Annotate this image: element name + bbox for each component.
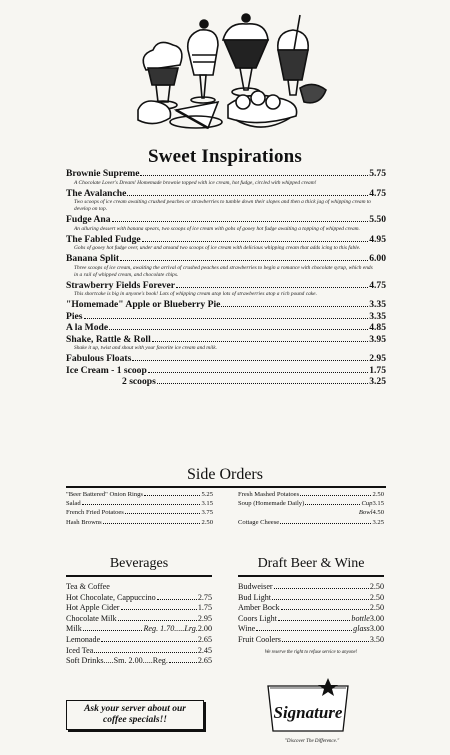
item-name: Budweiser	[238, 582, 273, 591]
menu-item	[66, 299, 386, 311]
dot-leader	[280, 523, 371, 524]
item-size: Cup	[361, 500, 373, 508]
menu-item	[66, 311, 386, 323]
list-row	[66, 593, 212, 604]
dot-leader	[118, 620, 197, 621]
menu-item-price: 1.75	[369, 364, 386, 376]
dot-leader	[152, 341, 368, 342]
dot-leader	[101, 641, 197, 642]
list-row	[238, 490, 384, 499]
menu-item-description: Two scoops of ice cream awaiting crushed peaches or strawberries to tumble down their slopes and then a thick jag of whipping cream to develop on top.	[74, 199, 372, 212]
side-orders-title: Side Orders	[187, 466, 263, 483]
item-name: Hot Chocolate, Cappuccino	[66, 592, 156, 602]
beverages-list	[66, 582, 212, 667]
dot-leader	[109, 329, 368, 330]
item-price: 3.50	[369, 634, 384, 644]
side-orders-rule	[66, 486, 386, 488]
list-row	[66, 490, 213, 499]
menu-item-row	[66, 253, 386, 265]
menu-item-row	[66, 322, 386, 334]
list-row	[66, 635, 212, 646]
item-price: 3.15	[372, 500, 384, 508]
item-price: 2.50	[372, 491, 384, 498]
menu-item-name: 2 scoops	[122, 376, 156, 387]
menu-item-name: The Fabled Fudge	[66, 233, 141, 245]
menu-item-description: An alluring dessert with banana spears, two scoops of ice cream with gobs of gooey hot fudge awaiting a topping of whipped cream.	[74, 225, 360, 232]
list-row	[238, 518, 384, 527]
menu-item-price: 4.95	[369, 233, 386, 245]
item-name: Soft Drinks.....Sm. 2.00.....Reg.	[66, 656, 168, 666]
menu-item	[66, 353, 386, 365]
menu-item-row	[66, 214, 386, 226]
item-price: 2.65	[197, 634, 212, 644]
menu-item-price: 3.35	[369, 310, 386, 322]
menu-item-price: 5.50	[369, 214, 386, 225]
ask-line-2: coffee specials!!	[103, 715, 167, 725]
menu-item-price: 3.25	[369, 376, 386, 387]
menu-item-price: 4.75	[369, 279, 386, 291]
list-row	[238, 508, 384, 517]
item-name: Soup (Homemade Daily)	[238, 500, 305, 508]
coffee-specials-box	[66, 700, 204, 730]
item-name: French Fried Potatoes	[66, 509, 124, 517]
menu-item	[66, 168, 386, 187]
menu-item-description: A Chocolate Lover's Dream! Homemade brownie topped with ice cream, hot fudge, circled with whipped cream!	[74, 179, 317, 186]
dot-leader	[142, 241, 369, 242]
menu-item-name: Brownie Supreme	[66, 168, 140, 179]
menu-item-description: Gobs of gooey hot fudge over, under and around two scoops of ice cream with delicious whipping cream that adds icing to this fable.	[74, 245, 361, 251]
dot-leader	[305, 504, 360, 505]
menu-item-price: 3.95	[369, 333, 386, 345]
menu-item-name: Ice Cream - 1 scoop	[66, 364, 147, 376]
dot-leader	[157, 599, 197, 600]
item-name: Amber Bock	[238, 603, 280, 613]
dot-leader	[125, 513, 201, 514]
menu-item-row	[66, 311, 386, 323]
dot-leader	[274, 588, 369, 589]
menu-item-row	[66, 365, 386, 377]
dot-leader	[127, 195, 368, 196]
draft-notice: We reserve the right to refuse service to anyone!	[264, 649, 358, 655]
list-row	[66, 499, 213, 508]
menu-item-price: 3.35	[369, 299, 386, 310]
beverages-title: Beverages	[109, 556, 169, 571]
menu-item-name: Shake, Rattle & Roll	[66, 333, 151, 345]
list-row	[66, 518, 213, 527]
menu-item-row	[66, 376, 386, 388]
dot-leader	[132, 360, 368, 361]
item-price: 3.75	[201, 509, 213, 517]
menu-item-name: Pies	[66, 310, 83, 322]
item-price: 2.00	[197, 624, 212, 634]
dot-leader	[157, 383, 368, 384]
item-price: 2.75	[197, 592, 212, 602]
dot-leader	[148, 372, 368, 373]
ask-line-1: Ask your server about our	[84, 704, 186, 714]
item-price: 3.00	[369, 613, 384, 623]
list-row	[66, 582, 212, 593]
item-price: 4.50	[372, 509, 384, 517]
menu-item-row	[66, 299, 386, 311]
item-size: bottle	[351, 613, 370, 623]
menu-item-row	[66, 334, 386, 346]
menu-item-name: Fabulous Floats	[66, 353, 132, 364]
menu-item-row	[66, 280, 386, 292]
item-name: Cottage Cheese	[238, 518, 280, 526]
item-name: Chocolate Milk	[66, 613, 117, 623]
side-orders-left	[66, 490, 213, 527]
signature-logo	[258, 676, 358, 736]
menu-item-name: Fudge Ana	[66, 214, 111, 225]
item-price: 2.50	[369, 603, 384, 613]
item-name: Hot Apple Cider	[66, 603, 120, 613]
item-name: "Beer Battered" Onion Rings	[66, 491, 143, 498]
item-price: 2.50	[369, 582, 384, 591]
item-name: Salad	[66, 500, 81, 508]
menu-item	[66, 234, 386, 253]
menu-item-name: The Avalanche	[66, 187, 127, 199]
menu-item-row	[66, 234, 386, 246]
item-price: 2.50	[201, 518, 213, 526]
menu-item-row	[66, 353, 386, 365]
menu-item-name: Strawberry Fields Forever	[66, 279, 176, 291]
dot-leader	[84, 318, 369, 319]
dot-leader	[144, 495, 200, 496]
dot-leader	[94, 652, 196, 653]
list-row	[238, 614, 384, 625]
item-name: Coors Light	[238, 613, 277, 623]
item-price: 2.45	[197, 645, 212, 655]
menu-item-row	[66, 168, 386, 180]
dot-leader	[281, 609, 369, 610]
beverages-rule	[66, 575, 212, 577]
item-price: 1.75	[197, 603, 212, 613]
menu-item	[66, 334, 386, 353]
dessert-list	[66, 168, 386, 388]
item-name: Bud Light	[238, 592, 272, 602]
item-price: 3.00	[369, 624, 384, 634]
dot-leader	[83, 630, 143, 631]
side-orders-right	[238, 490, 384, 527]
item-price: 3.25	[372, 518, 384, 526]
item-name: Tea & Coffee	[66, 582, 110, 591]
dot-leader	[272, 599, 369, 600]
list-row	[238, 635, 384, 646]
draft-rule	[238, 575, 384, 577]
dot-leader	[140, 175, 368, 176]
item-name: Hash Browns	[66, 518, 102, 526]
dot-leader	[121, 609, 197, 610]
menu-item-description: Shake it up, twist and shout with your favorite ice cream and milk.	[74, 345, 217, 351]
item-price: 2.50	[369, 592, 384, 602]
dot-leader	[82, 504, 201, 505]
list-row	[66, 656, 212, 667]
item-size: Reg. 1.70.....Lrg.	[143, 624, 198, 634]
menu-item-price: 5.75	[369, 168, 386, 179]
dot-leader	[256, 630, 352, 631]
dot-leader	[300, 495, 371, 496]
list-row	[238, 499, 384, 508]
menu-item-description: This shortcake is big in anyone's book! Lots of whipping cream atop lots of strawberries atop a rich pound cake.	[74, 291, 317, 297]
item-name: Wine	[238, 624, 256, 634]
draft-list	[238, 582, 384, 655]
menu-item-price: 4.75	[369, 187, 386, 199]
dot-leader	[221, 306, 368, 307]
item-price: 2.65	[197, 656, 212, 666]
item-name: Fresh Mashed Potatoes	[238, 491, 300, 498]
item-size: glass	[353, 624, 370, 634]
menu-item	[66, 376, 386, 388]
item-price: 5.25	[201, 491, 213, 498]
item-name: Milk	[66, 624, 82, 634]
item-name: Iced Tea	[66, 645, 94, 655]
menu-item-row	[66, 188, 386, 200]
menu-item	[66, 188, 386, 214]
list-row	[66, 624, 212, 635]
dot-leader	[282, 641, 369, 642]
list-row	[238, 624, 384, 635]
item-price: 3.15	[201, 500, 213, 508]
menu-item	[66, 322, 386, 334]
dot-leader	[169, 662, 197, 663]
page-title: Sweet Inspirations	[147, 146, 303, 167]
menu-item-price: 4.85	[369, 322, 386, 333]
list-row	[66, 614, 212, 625]
dot-leader	[278, 620, 350, 621]
item-name: Lemonade	[66, 634, 101, 644]
menu-item-name: A la Mode	[66, 322, 109, 333]
menu-item-price: 2.95	[369, 353, 386, 364]
dot-leader	[120, 260, 368, 261]
item-name: Fruit Coolers	[238, 634, 281, 644]
dot-leader	[176, 287, 368, 288]
menu-item-description: Three scoops of ice cream, awaiting the arrival of crushed peaches and strawberries to begin a romance with chocolate syrup, which ends in a rail of whipped cream, and chocolate chips.	[74, 264, 373, 278]
menu-item	[66, 280, 386, 299]
list-row	[238, 582, 384, 593]
list-row	[238, 603, 384, 614]
menu-item	[66, 365, 386, 377]
menu-item	[66, 214, 386, 233]
menu-item	[66, 253, 386, 279]
dessert-illustration	[128, 10, 328, 140]
logo-text: Signature	[273, 703, 343, 722]
menu-item-name: Banana Split	[66, 253, 120, 264]
list-row	[66, 603, 212, 614]
list-row	[66, 646, 212, 657]
list-row	[66, 508, 213, 517]
menu-item-name: "Homemade" Apple or Blueberry Pie	[66, 299, 221, 310]
logo-tagline: "Discover The Difference."	[284, 739, 340, 744]
draft-title: Draft Beer & Wine	[257, 556, 365, 571]
dot-leader	[112, 221, 369, 222]
menu-item-price: 6.00	[369, 253, 386, 264]
list-row	[238, 593, 384, 604]
item-size: Bowl	[358, 509, 373, 517]
item-price: 2.95	[197, 613, 212, 623]
dot-leader	[103, 523, 201, 524]
